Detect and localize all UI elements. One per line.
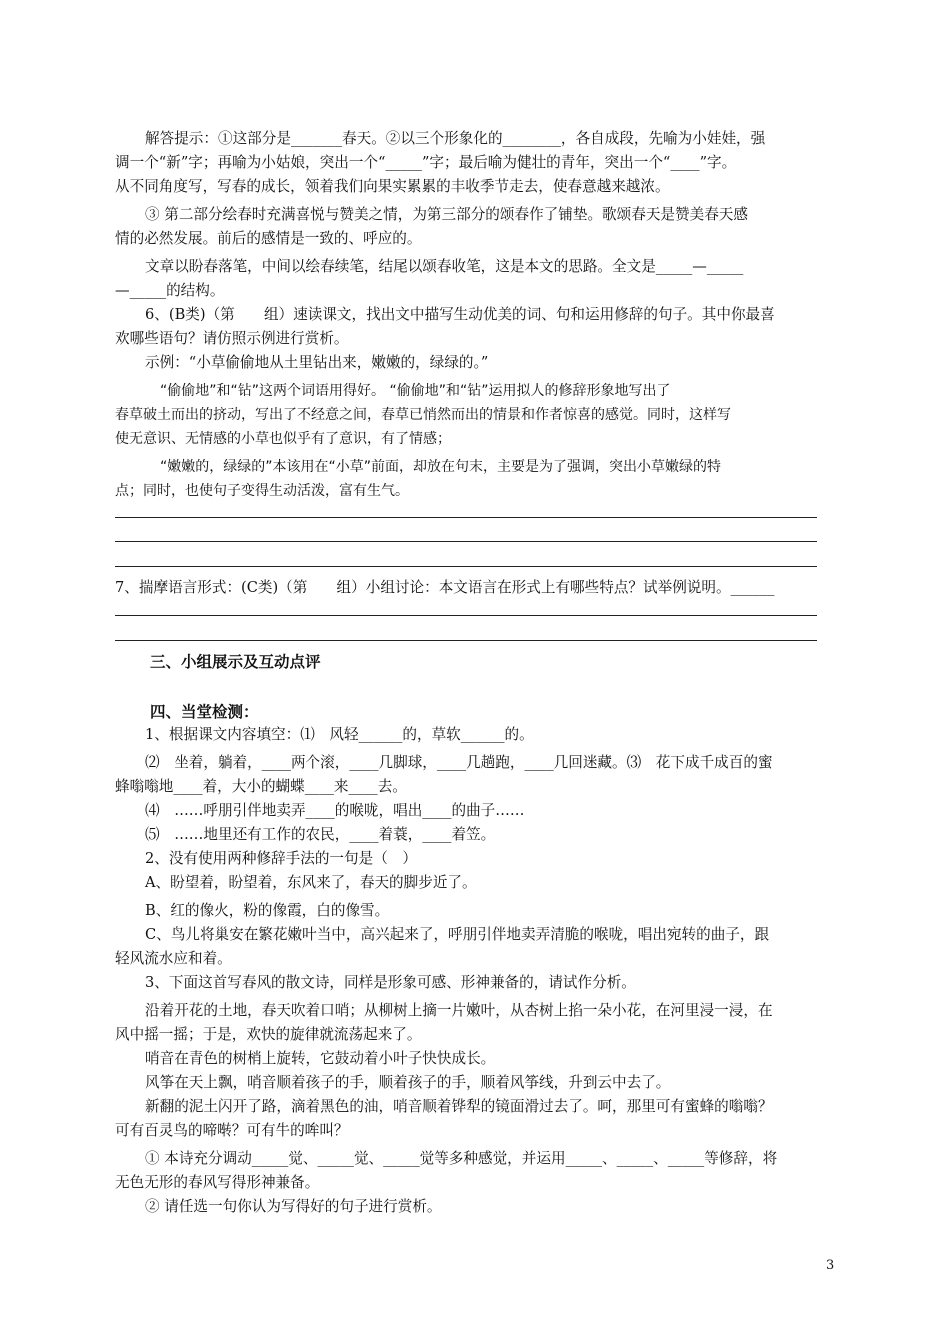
poem-line-4: 风筝在天上飘，哨音顺着孩子的手，顺着孩子的手，顺着风筝线，升到云中去了。 [145,1074,671,1091]
q6-analysis-3: 使无意识、无情感的小草也似乎有了意识，有了情感； [115,431,451,447]
q1-line-1: 1、根据课文内容填空：⑴ 风轻______的，草软______的。 [145,726,534,743]
q6-line-2: 欢哪些语句？请仿照示例进行赏析。 [115,330,349,347]
answer-line [115,541,817,542]
section-3-heading: 三、小组展示及互动点评 [150,653,321,671]
answer-line [115,615,817,616]
q6-example: 示例：“小草偷偷地从土里钻出来，嫩嫩的，绿绿的。” [145,354,489,371]
hint-line-6: 文章以盼春落笔，中间以绘春续笔，结尾以颂春收笔，这是本文的思路。全文是_____—_____ [145,258,744,275]
q6-analysis-1: “偷偷地”和“钻”这两个词语用得好。 “偷偷地”和“钻”运用拟人的修辞形象地写出了 [160,383,671,399]
q2-option-a: A、盼望着，盼望着，东风来了，春天的脚步近了。 [145,874,477,891]
hint-line-4: ③ 第二部分绘春时充满喜悦与赞美之情，为第三部分的颂春作了铺垫。歌颂春天是赞美春天感 [145,206,748,223]
q3-stem: 3、下面这首写春风的散文诗，同样是形象可感、形神兼备的，请试作分析。 [145,974,636,991]
q2-option-c-line-2: 轻风流水应和着。 [115,950,232,967]
q6-analysis-2: 春草破土而出的挤动，写出了不经意之间，春草已悄然而出的情景和作者惊喜的感觉。同时，这样写 [115,407,731,423]
q2-option-c-line-1: C、鸟儿将巢安在繁花嫩叶当中，高兴起来了，呼朋引伴地卖弄清脆的喉咙，唱出宛转的曲子，跟 [145,926,770,943]
hint-line-2: 调一个“新”字；再喻为小姑娘，突出一个“_____”字；最后喻为健壮的青年，突出一个“____”字。 [115,154,737,171]
answer-line [115,566,817,567]
poem-line-3: 哨音在青色的树梢上旋转，它鼓动着小叶子快快成长。 [145,1050,496,1067]
q2-option-b: B、红的像火，粉的像霞，白的像雪。 [145,902,390,919]
page-number: 3 [826,1258,835,1273]
hint-line-5: 情的必然发展。前后的感情是一致的、呼应的。 [115,230,422,247]
poem-line-2: 风中摇一摇；于是，欢快的旋律就流荡起来了。 [115,1026,422,1043]
q6-line-1: 6、(B类)（第 组）速读课文，找出文中描写生动优美的词、句和运用修辞的句子。其中你最喜 [145,306,775,323]
q1-line-5: ⑸ ……地里还有工作的农民，____着蓑，____着笠。 [145,826,496,843]
q7-line-1: 7、揣摩语言形式：(C类)（第 组）小组讨论：本文语言在形式上有哪些特点？试举例说明。______ [115,579,775,596]
q1-line-2: ⑵ 坐着，躺着，____两个滚，____几脚球，____几趟跑，____几回迷藏。⑶ 花下成千成百的蜜 [145,754,773,771]
hint-line-3: 从不同角度写，写春的成长，领着我们向果实累累的丰收季节走去，使春意越来越浓。 [115,178,670,195]
q3-sub2: ② 请任选一句你认为写得好的句子进行赏析。 [145,1198,442,1215]
hint-line-7: —_____的结构。 [115,282,225,299]
answer-line [115,517,817,518]
q1-line-3: 蜂嗡嗡地____着，大小的蝴蝶____来____去。 [115,778,407,795]
section-4-heading: 四、当堂检测： [150,703,259,721]
hint-line-1: 解答提示：①这部分是_______春天。②以三个形象化的________，各自成段，先喻为小娃娃，强 [145,130,766,147]
q3-sub1-line-1: ① 本诗充分调动_____觉、_____觉、_____觉等多种感觉，并运用_____、_____、_____等修辞，将 [145,1150,778,1167]
poem-line-6: 可有百灵鸟的啼啭？可有牛的哞叫？ [115,1122,349,1139]
q2-stem: 2、没有使用两种修辞手法的一句是（ ） [145,850,417,867]
q1-line-4: ⑷ ……呼朋引伴地卖弄____的喉咙，唱出____的曲子…… [145,802,525,819]
answer-line [115,640,817,641]
q6-analysis-5: 点；同时，也使句子变得生动活泼，富有生气。 [115,483,409,499]
poem-line-5: 新翻的泥土闪开了路，滴着黑色的油，哨音顺着铧犁的镜面滑过去了。呵，那里可有蜜蜂的嗡嗡？ [145,1098,773,1115]
poem-line-1: 沿着开花的土地，春天吹着口哨；从柳树上摘一片嫩叶，从杏树上掐一朵小花，在河里浸一浸，在 [145,1002,773,1019]
q6-analysis-4: “嫩嫩的，绿绿的”本该用在“小草”前面，却放在句末，主要是为了强调，突出小草嫩绿的特 [160,459,722,475]
q3-sub1-line-2: 无色无形的春风写得形神兼备。 [115,1174,320,1191]
